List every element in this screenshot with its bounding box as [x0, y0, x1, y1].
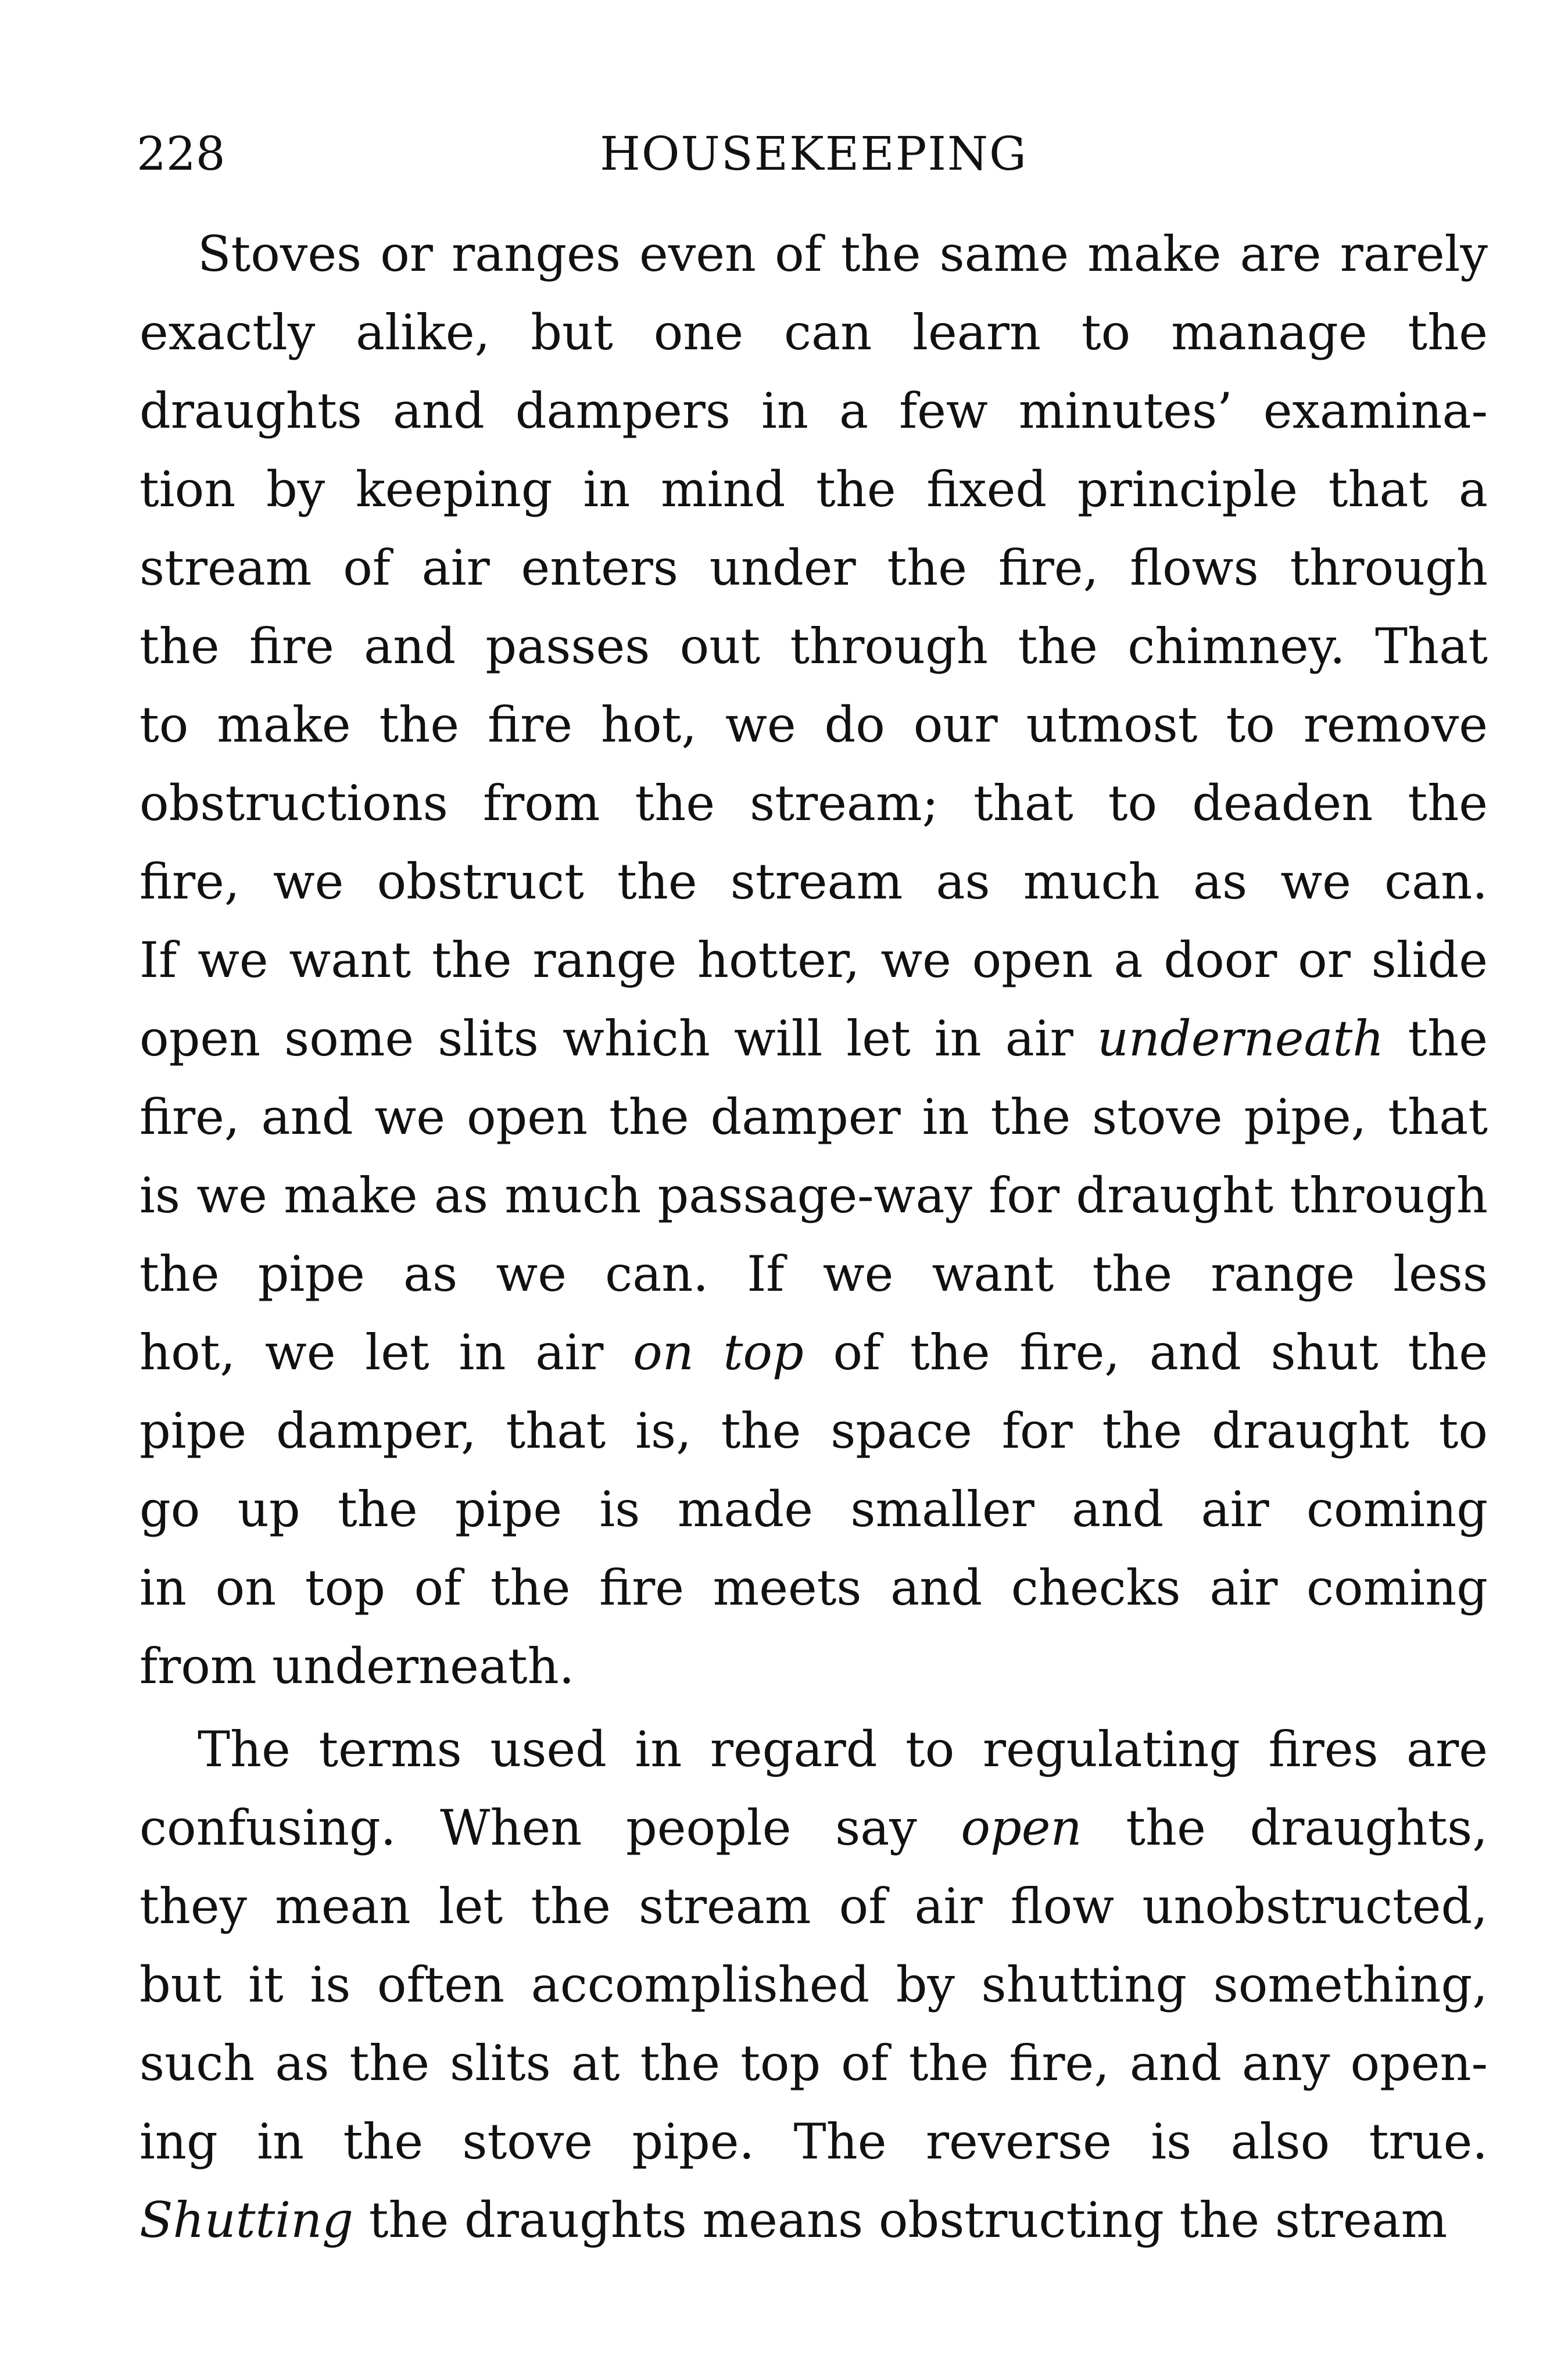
- text-run: go up the pipe is made smaller and air coming: [139, 1481, 1488, 1538]
- text-line: [139, 2024, 1488, 2103]
- text-run: such as the slits at the top of the fire, and any open-: [139, 2035, 1488, 2092]
- italic-text-run: on top: [633, 1324, 804, 1381]
- text-line: [139, 1549, 1488, 1627]
- text-run: confusing. When people say: [139, 1799, 961, 1856]
- text-run: the: [1384, 1010, 1488, 1067]
- text-line: [139, 215, 1488, 293]
- text-run: If we want the range hotter, we open a door or slide: [139, 932, 1488, 989]
- text-run: draughts and dampers in a few minutes’ examina-: [139, 382, 1488, 439]
- text-line: [139, 1313, 1488, 1392]
- text-line: [139, 1392, 1488, 1470]
- text-run: stream of air enters under the fire, flows through: [139, 539, 1488, 596]
- text-run: tion by keeping in mind the fixed principle that a: [139, 461, 1488, 518]
- paragraph: [139, 215, 1488, 1706]
- text-run: the draughts means obstructing the stream: [353, 2192, 1448, 2249]
- text-run: they mean let the stream of air flow unobstructed,: [139, 1878, 1488, 1935]
- text-run: ing in the stove pipe. The reverse is also true.: [139, 2113, 1488, 2170]
- text-run: but it is often accomplished by shutting something,: [139, 1956, 1488, 2013]
- text-run: hot, we let in air: [139, 1324, 633, 1381]
- text-run: open some slits which will let in air: [139, 1010, 1097, 1067]
- text-line: [139, 372, 1488, 450]
- text-run: the fire and passes out through the chimney. That: [139, 618, 1488, 675]
- page-number: 228: [137, 127, 225, 181]
- text-line: [139, 686, 1488, 764]
- text-run: to make the fire hot, we do our utmost to remove: [139, 696, 1488, 753]
- text-line: [139, 1710, 1488, 1789]
- running-title: HOUSEKEEPING: [600, 127, 1028, 181]
- text-run: The terms used in regard to regulating fires are: [198, 1721, 1488, 1778]
- text-line: [139, 1157, 1488, 1235]
- italic-text-run: underneath: [1097, 1010, 1384, 1067]
- text-run: fire, we obstruct the stream as much as we can.: [139, 853, 1488, 910]
- text-line: [139, 2103, 1488, 2181]
- body-text: [139, 215, 1488, 2260]
- text-run: in on top of the fire meets and checks air coming: [139, 1559, 1488, 1616]
- text-run: exactly alike, but one can learn to manage the: [139, 304, 1488, 361]
- text-line: [139, 1470, 1488, 1549]
- text-line: [139, 1946, 1488, 2024]
- text-line: [139, 921, 1488, 1000]
- text-run: fire, and we open the damper in the stove pipe, that: [139, 1089, 1488, 1145]
- text-line: [139, 764, 1488, 843]
- text-line: [139, 843, 1488, 921]
- text-line: [139, 1789, 1488, 1867]
- italic-text-run: open: [961, 1799, 1082, 1856]
- text-line: [139, 1000, 1488, 1078]
- text-run: Stoves or ranges even of the same make are rarely: [198, 225, 1488, 282]
- paragraph: [139, 1710, 1488, 2260]
- text-line: [139, 1235, 1488, 1313]
- text-line: [139, 293, 1488, 372]
- text-line: [139, 450, 1488, 529]
- text-run: pipe damper, that is, the space for the draught to: [139, 1402, 1488, 1459]
- text-line: [139, 607, 1488, 686]
- text-run: obstructions from the stream; that to deaden the: [139, 775, 1488, 832]
- text-run: from underneath.: [139, 1638, 575, 1695]
- text-line: [139, 529, 1488, 607]
- text-run: of the fire, and shut the: [803, 1324, 1488, 1381]
- italic-text-run: Shutting: [139, 2192, 353, 2249]
- text-line: [139, 1078, 1488, 1157]
- text-line: [139, 1627, 1488, 1706]
- text-line: [139, 2181, 1488, 2260]
- text-line: [139, 1867, 1488, 1946]
- text-run: is we make as much passage-way for draught through: [139, 1167, 1488, 1224]
- text-run: the pipe as we can. If we want the range less: [139, 1245, 1488, 1302]
- running-head: [137, 119, 1491, 189]
- paragraph-gap: [139, 1706, 1488, 1710]
- text-run: the draughts,: [1082, 1799, 1488, 1856]
